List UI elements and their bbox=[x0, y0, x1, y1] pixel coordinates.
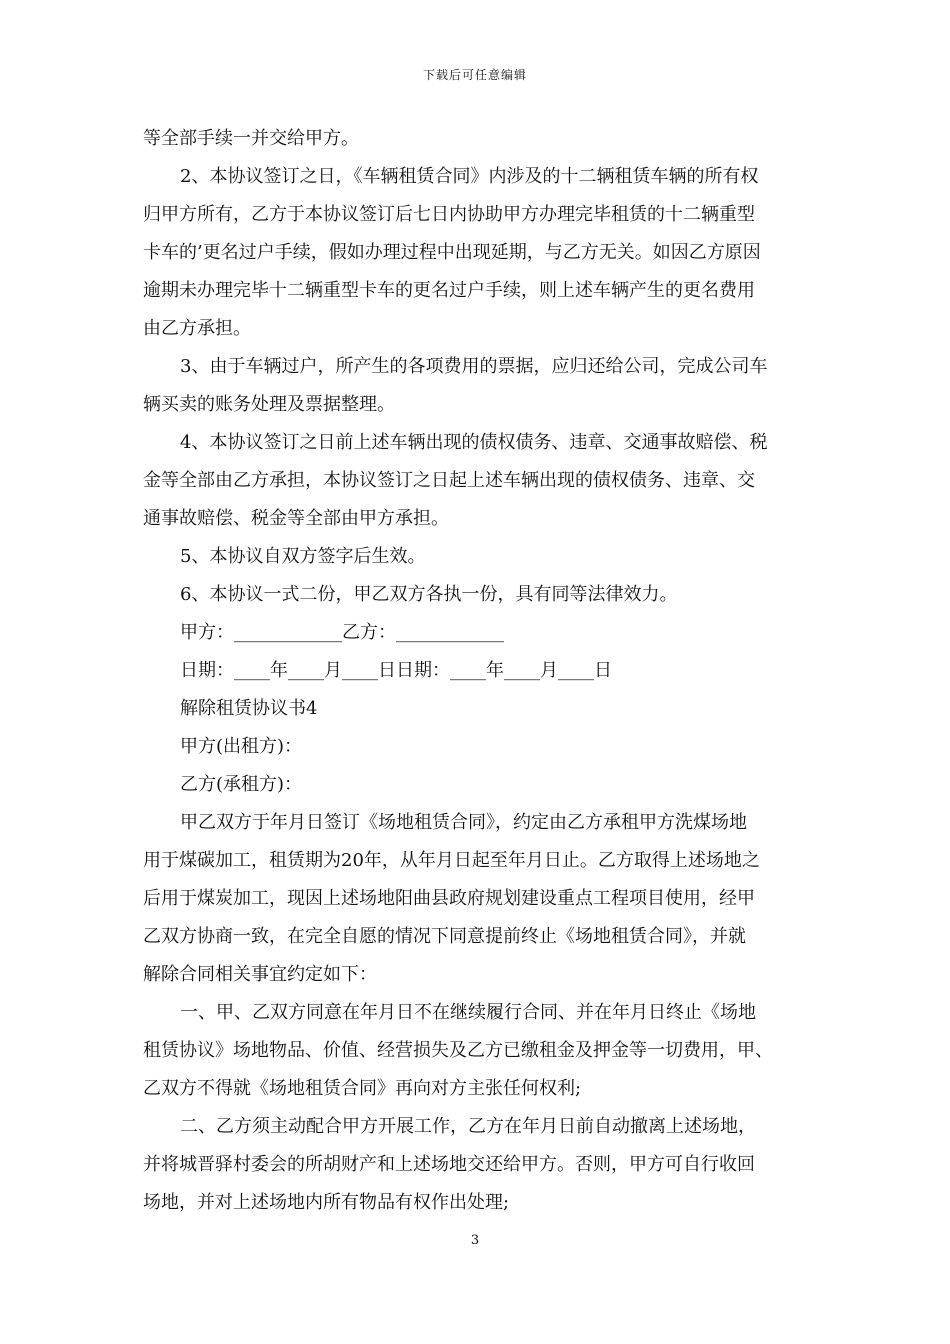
paragraph-line: 后用于煤炭加工，现因上述场地阳曲县政府规划建设重点工程项目使用，经甲 bbox=[143, 888, 755, 909]
article-1-line: 一、甲、乙双方同意在年月日不在继续履行合同、并在年月日终止《场地 bbox=[180, 1002, 756, 1023]
document-body bbox=[143, 120, 811, 1222]
signature-line: 甲方：____________乙方：____________ bbox=[180, 622, 504, 643]
date-line: 日期：____年____月____日日期：____年____月____日 bbox=[180, 660, 612, 681]
paragraph-line: 并将城晋驿村委会的所胡财产和上述场地交还给甲方。否则，甲方可自行收回 bbox=[143, 1154, 755, 1175]
clause-2-line: 2、本协议签订之日，《车辆租赁合同》内涉及的十二辆租赁车辆的所有权 bbox=[180, 166, 759, 187]
paragraph-line: 归甲方所有，乙方于本协议签订后七日内协助甲方办理完毕租赁的十二辆重型 bbox=[143, 204, 755, 225]
paragraph-line: 甲乙双方于年月日签订《场地租赁合同》，约定由乙方承租甲方洗煤场地 bbox=[180, 812, 747, 833]
paragraph-line: 场地，并对上述场地内所有物品有权作出处理; bbox=[143, 1192, 510, 1213]
paragraph-line: 租赁协议》场地物品、价值、经营损失及乙方已缴租金及押金等一切费用，甲、 bbox=[143, 1040, 773, 1061]
paragraph-line: 通事故赔偿、税金等全部由甲方承担。 bbox=[143, 508, 449, 529]
clause-6-line: 6、本协议一式二份，甲乙双方各执一份，具有同等法律效力。 bbox=[180, 584, 678, 605]
page-header: 下载后可任意编辑 bbox=[422, 68, 527, 82]
party-b-line: 乙方(承租方)： bbox=[180, 774, 303, 795]
paragraph-line: 乙双方协商一致，在完全自愿的情况下同意提前终止《场地租赁合同》，并就 bbox=[143, 926, 746, 947]
paragraph-line: 等全部手续一并交给甲方。 bbox=[143, 128, 359, 149]
paragraph-line: 逾期未办理完毕十二辆重型卡车的更名过户手续，则上述车辆产生的更名费用 bbox=[143, 280, 755, 301]
party-a-line: 甲方(出租方)： bbox=[180, 736, 303, 757]
paragraph-line: 由乙方承担。 bbox=[143, 318, 251, 339]
clause-3-line: 3、由于车辆过户，所产生的各项费用的票据，应归还给公司，完成公司车 bbox=[180, 356, 768, 377]
section-title: 解除租赁协议书4 bbox=[180, 698, 318, 719]
paragraph-line: 解除合同相关事宜约定如下： bbox=[143, 964, 377, 985]
clause-5-line: 5、本协议自双方签字后生效。 bbox=[180, 546, 426, 567]
clause-4-line: 4、本协议签订之日前上述车辆出现的债权债务、违章、交通事故赔偿、税 bbox=[180, 432, 768, 453]
article-2-line: 二、乙方须主动配合甲方开展工作，乙方在年月日前自动撤离上述场地， bbox=[180, 1116, 756, 1137]
paragraph-line: 乙双方不得就《场地租赁合同》再向对方主张任何权利; bbox=[143, 1078, 582, 1099]
paragraph-line: 用于煤碳加工，租赁期为20年，从年月日起至年月日止。乙方取得上述场地之 bbox=[143, 850, 760, 871]
paragraph-line: 金等全部由乙方承担，本协议签订之日起上述车辆出现的债权债务、违章、交 bbox=[143, 470, 755, 491]
paragraph-line: 辆买卖的账务处理及票据整理。 bbox=[143, 394, 395, 415]
paragraph-line: 卡车的’更名过户手续，假如办理过程中出现延期，与乙方无关。如因乙方原因 bbox=[143, 242, 761, 263]
page-number: 3 bbox=[470, 1233, 480, 1248]
